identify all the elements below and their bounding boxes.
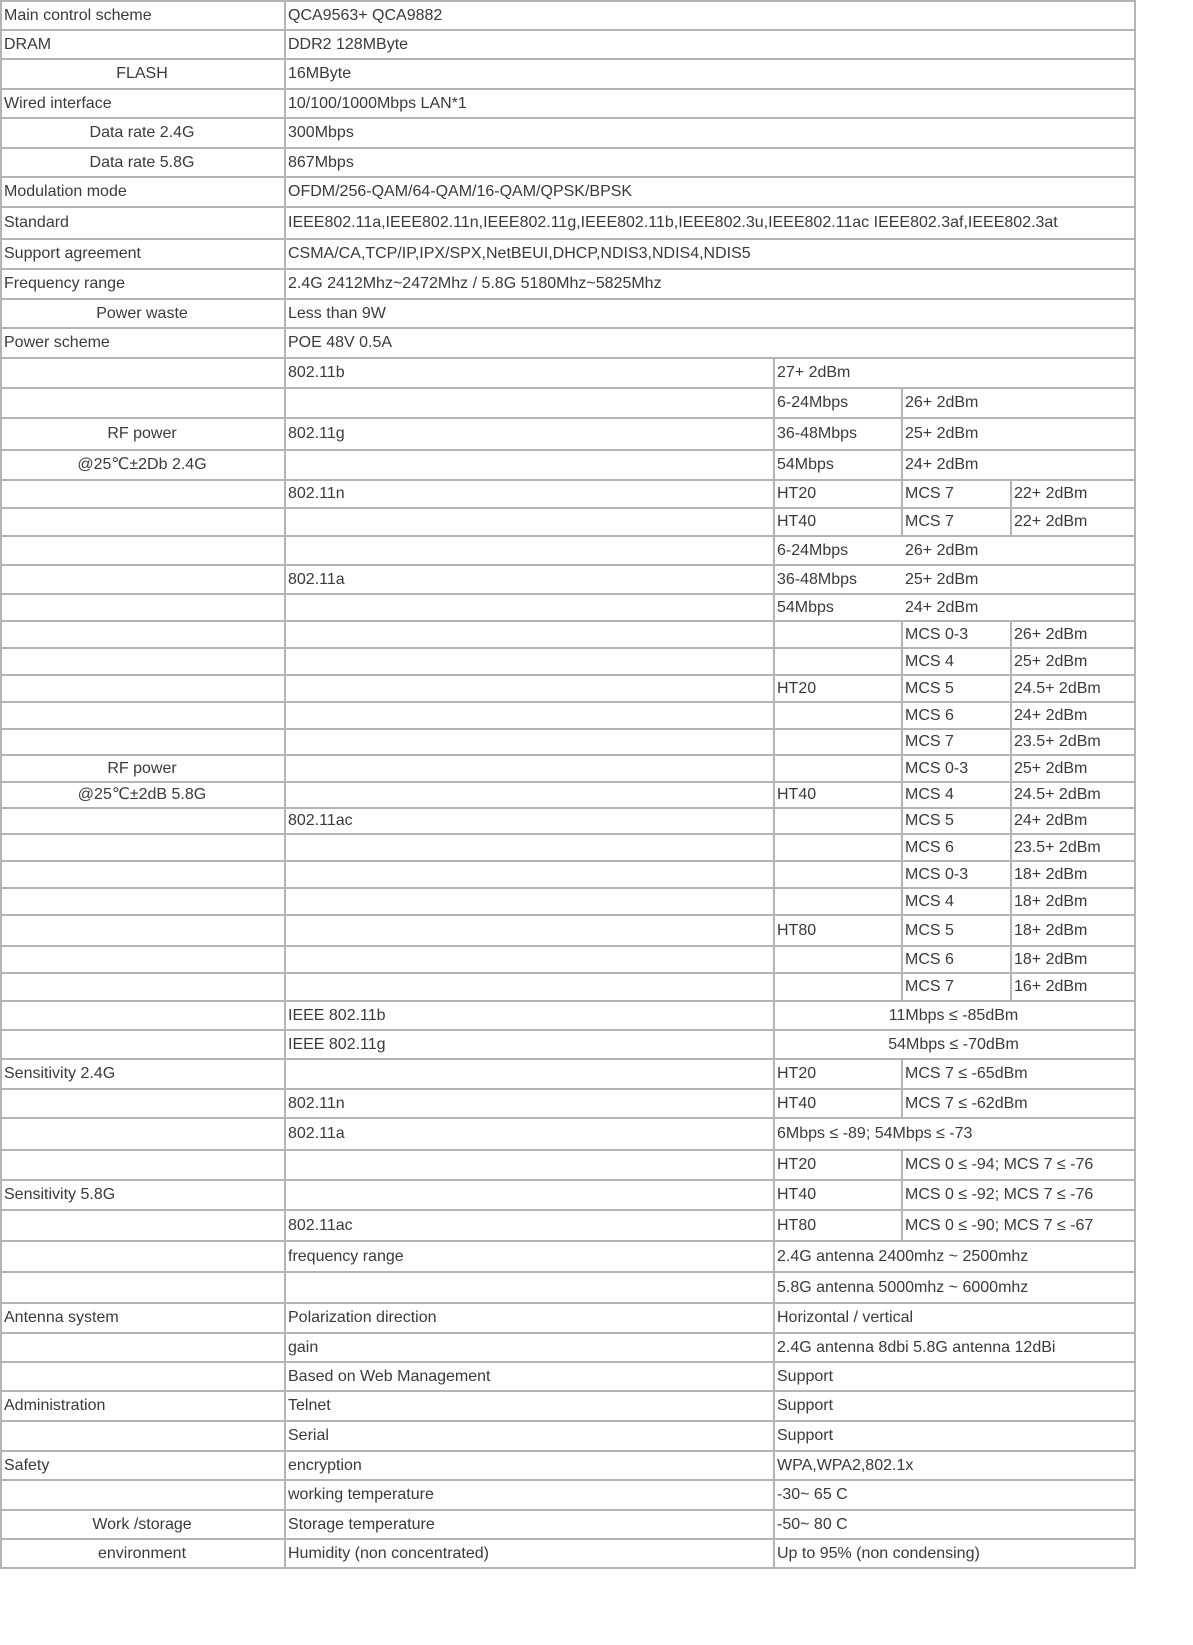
- table-cell-r6-c1: OFDM/256-QAM/64-QAM/16-QAM/QPSK/BPSK: [288, 183, 633, 200]
- row-divider: [0, 117, 1136, 119]
- row-divider: [0, 0, 1136, 2]
- table-cell-r13-c3: 26+ 2dBm: [905, 394, 979, 411]
- table-cell-r37-c0: Sensitivity 2.4G: [4, 1065, 116, 1082]
- table-cell-r16-c2: HT20: [777, 485, 817, 502]
- table-cell-r7-c1: IEEE802.11a,IEEE802.11n,IEEE802.11g,IEEE802.11b,IEEE802.3u,IEEE802.11ac IEEE802.3af,IEEE802.3at: [288, 214, 1058, 231]
- column-divider: [901, 833, 903, 860]
- row-divider: [0, 1209, 1136, 1211]
- table-cell-r40-c3: MCS 0 ≤ -94; MCS 7 ≤ -76: [905, 1156, 1094, 1173]
- table-cell-r26-c0: RF power: [107, 760, 177, 777]
- table-cell-r53-c2: Up to 95% (non condensing): [777, 1545, 980, 1562]
- column-divider: [901, 479, 903, 507]
- table-cell-r36-c1: IEEE 802.11g: [288, 1036, 386, 1053]
- table-cell-r15-c2: 54Mbps: [777, 456, 834, 473]
- table-cell-r4-c1: 300Mbps: [288, 124, 354, 141]
- table-cell-r34-c3: MCS 7: [905, 978, 954, 995]
- table-cell-r28-c1: 802.11ac: [288, 812, 353, 829]
- table-cell-r3-c0: Wired interface: [4, 95, 112, 112]
- row-divider: [0, 833, 1136, 835]
- table-cell-r26-c4: 25+ 2dBm: [1014, 760, 1088, 777]
- row-divider: [0, 674, 1136, 676]
- row-divider: [0, 268, 1136, 270]
- table-cell-r27-c0: @25℃±2dB 5.8G: [77, 786, 207, 803]
- row-divider: [0, 860, 1136, 862]
- row-divider: [0, 564, 1136, 566]
- row-divider: [0, 1271, 1136, 1273]
- column-divider: [1010, 781, 1012, 807]
- column-divider: [1010, 647, 1012, 674]
- table-cell-r32-c2: HT80: [777, 922, 817, 939]
- column-divider: [901, 449, 903, 479]
- table-cell-r40-c2: HT20: [777, 1156, 817, 1173]
- table-cell-r41-c0: Sensitivity 5.8G: [4, 1186, 116, 1203]
- table-cell-r31-c4: 18+ 2dBm: [1014, 893, 1088, 910]
- table-cell-r21-c4: 26+ 2dBm: [1014, 626, 1088, 643]
- row-divider: [0, 1000, 1136, 1002]
- table-cell-r51-c1: working temperature: [288, 1486, 434, 1503]
- column-divider: [1010, 914, 1012, 945]
- row-divider: [0, 238, 1136, 240]
- table-cell-r18-c2: 6-24Mbps: [777, 542, 849, 559]
- row-divider: [0, 647, 1136, 649]
- table-cell-r23-c4: 24.5+ 2dBm: [1014, 680, 1101, 697]
- table-cell-r10-c0: Power waste: [96, 305, 188, 322]
- row-divider: [0, 701, 1136, 703]
- table-cell-r48-c1: Telnet: [288, 1397, 331, 1414]
- column-divider: [901, 1088, 903, 1117]
- column-divider: [773, 357, 775, 1567]
- row-divider: [0, 387, 1136, 389]
- table-cell-r45-c2: Horizontal / vertical: [777, 1309, 914, 1326]
- row-divider: [0, 29, 1136, 31]
- table-cell-r46-c2: 2.4G antenna 8dbi 5.8G antenna 12dBi: [777, 1339, 1056, 1356]
- table-cell-r17-c2: HT40: [777, 513, 817, 530]
- table-cell-r24-c4: 24+ 2dBm: [1014, 707, 1088, 724]
- table-cell-r34-c4: 16+ 2dBm: [1014, 978, 1088, 995]
- column-divider: [1010, 807, 1012, 833]
- column-divider: [901, 860, 903, 887]
- table-cell-r32-c3: MCS 5: [905, 922, 954, 939]
- table-cell-r2-c1: 16MByte: [288, 65, 352, 82]
- table-cell-r45-c1: Polarization direction: [288, 1309, 437, 1326]
- table-cell-r41-c2: HT40: [777, 1186, 817, 1203]
- row-divider: [0, 1149, 1136, 1151]
- row-divider: [0, 914, 1136, 916]
- row-divider: [0, 327, 1136, 329]
- table-cell-r8-c1: CSMA/CA,TCP/IP,IPX/SPX,NetBEUI,DHCP,NDIS3,NDIS4,NDIS5: [288, 245, 751, 262]
- table-cell-r8-c0: Support agreement: [4, 245, 141, 262]
- column-divider: [901, 972, 903, 1000]
- row-divider: [0, 1420, 1136, 1422]
- table-cell-r35-c2: 11Mbps ≤ -85dBm: [888, 1007, 1019, 1024]
- table-cell-r25-c3: MCS 7: [905, 733, 954, 750]
- table-cell-r2-c0: FLASH: [116, 65, 168, 82]
- table-cell-r37-c3: MCS 7 ≤ -65dBm: [905, 1065, 1028, 1082]
- table-cell-r45-c0: Antenna system: [4, 1309, 119, 1326]
- table-cell-r33-c3: MCS 6: [905, 951, 954, 968]
- column-divider: [901, 1149, 903, 1179]
- table-cell-r1-c0: DRAM: [4, 36, 52, 53]
- table-cell-r26-c3: MCS 0-3: [905, 760, 969, 777]
- table-cell-r20-c2: 54Mbps: [777, 599, 834, 616]
- table-cell-r19-c1: 802.11a: [288, 571, 345, 588]
- table-cell-r53-c0: environment: [97, 1545, 187, 1562]
- row-divider: [0, 176, 1136, 178]
- row-divider: [0, 807, 1136, 809]
- table-cell-r16-c1: 802.11n: [288, 485, 345, 502]
- row-divider: [0, 1538, 1136, 1540]
- table-cell-r20-c3: 24+ 2dBm: [905, 599, 979, 616]
- row-divider: [0, 754, 1136, 756]
- table-cell-r9-c1: 2.4G 2412Mhz~2472Mhz / 5.8G 5180Mhz~5825Mhz: [288, 275, 662, 292]
- column-divider: [901, 728, 903, 754]
- row-divider: [0, 972, 1136, 974]
- table-cell-r38-c1: 802.11n: [288, 1095, 345, 1112]
- row-divider: [0, 620, 1136, 622]
- table-cell-r42-c1: 802.11ac: [288, 1217, 353, 1234]
- table-cell-r14-c1: 802.11g: [288, 425, 345, 442]
- row-divider: [0, 58, 1136, 60]
- table-cell-r28-c4: 24+ 2dBm: [1014, 812, 1088, 829]
- table-cell-r13-c2: 6-24Mbps: [777, 394, 849, 411]
- row-divider: [0, 1117, 1136, 1119]
- table-border-left: [0, 0, 2, 1567]
- table-cell-r12-c2: 27+ 2dBm: [777, 364, 851, 381]
- table-cell-r16-c3: MCS 7: [905, 485, 954, 502]
- column-divider: [901, 914, 903, 945]
- column-divider: [901, 887, 903, 914]
- row-divider: [0, 1088, 1136, 1090]
- column-divider: [1010, 507, 1012, 535]
- table-cell-r23-c2: HT20: [777, 680, 817, 697]
- column-divider: [1010, 972, 1012, 1000]
- table-cell-r29-c3: MCS 6: [905, 839, 954, 856]
- column-divider: [1010, 620, 1012, 647]
- table-cell-r42-c3: MCS 0 ≤ -90; MCS 7 ≤ -67: [905, 1217, 1094, 1234]
- row-divider: [0, 449, 1136, 451]
- table-cell-r23-c3: MCS 5: [905, 680, 954, 697]
- table-cell-r3-c1: 10/100/1000Mbps LAN*1: [288, 95, 467, 112]
- table-cell-r16-c4: 22+ 2dBm: [1014, 485, 1088, 502]
- row-divider: [0, 1332, 1136, 1334]
- table-cell-r50-c0: Safety: [4, 1457, 50, 1474]
- table-cell-r42-c2: HT80: [777, 1217, 817, 1234]
- column-divider: [901, 945, 903, 972]
- row-divider: [0, 887, 1136, 889]
- table-cell-r50-c1: encryption: [288, 1457, 362, 1474]
- table-cell-r22-c4: 25+ 2dBm: [1014, 653, 1088, 670]
- row-divider: [0, 507, 1136, 509]
- column-divider: [901, 647, 903, 674]
- table-cell-r17-c3: MCS 7: [905, 513, 954, 530]
- table-cell-r27-c2: HT40: [777, 786, 817, 803]
- table-cell-r30-c4: 18+ 2dBm: [1014, 866, 1088, 883]
- table-cell-r10-c1: Less than 9W: [288, 305, 386, 322]
- table-cell-r19-c2: 36-48Mbps: [777, 571, 858, 588]
- table-cell-r19-c3: 25+ 2dBm: [905, 571, 979, 588]
- table-cell-r48-c0: Administration: [4, 1397, 106, 1414]
- table-cell-r52-c1: Storage temperature: [288, 1516, 435, 1533]
- table-cell-r14-c2: 36-48Mbps: [777, 425, 858, 442]
- table-cell-r44-c2: 5.8G antenna 5000mhz ~ 6000mhz: [777, 1279, 1029, 1296]
- column-divider: [901, 387, 903, 417]
- table-cell-r5-c1: 867Mbps: [288, 154, 354, 171]
- table-cell-r53-c1: Humidity (non concentrated): [288, 1545, 489, 1562]
- column-divider: [1010, 887, 1012, 914]
- table-cell-r11-c1: POE 48V 0.5A: [288, 334, 393, 351]
- table-cell-r4-c0: Data rate 2.4G: [89, 124, 195, 141]
- column-divider: [1010, 754, 1012, 781]
- column-divider: [1010, 728, 1012, 754]
- row-divider: [0, 1179, 1136, 1181]
- table-cell-r41-c3: MCS 0 ≤ -92; MCS 7 ≤ -76: [905, 1186, 1094, 1203]
- column-divider: [901, 674, 903, 701]
- column-divider: [1010, 945, 1012, 972]
- row-divider: [0, 728, 1136, 730]
- row-divider: [0, 479, 1136, 481]
- row-divider: [0, 593, 1136, 595]
- table-cell-r22-c3: MCS 4: [905, 653, 954, 670]
- column-divider: [901, 701, 903, 728]
- table-cell-r46-c1: gain: [288, 1339, 319, 1356]
- table-cell-r27-c4: 24.5+ 2dBm: [1014, 786, 1101, 803]
- table-cell-r27-c3: MCS 4: [905, 786, 954, 803]
- row-divider: [0, 298, 1136, 300]
- row-divider: [0, 1029, 1136, 1031]
- table-cell-r31-c3: MCS 4: [905, 893, 954, 910]
- row-divider: [0, 1361, 1136, 1363]
- table-border-right: [1134, 0, 1136, 1567]
- table-cell-r11-c0: Power scheme: [4, 334, 110, 351]
- table-cell-r38-c3: MCS 7 ≤ -62dBm: [905, 1095, 1028, 1112]
- table-cell-r37-c2: HT20: [777, 1065, 817, 1082]
- row-divider: [0, 945, 1136, 947]
- row-divider: [0, 1390, 1136, 1392]
- table-cell-r24-c3: MCS 6: [905, 707, 954, 724]
- table-cell-r29-c4: 23.5+ 2dBm: [1014, 839, 1101, 856]
- column-divider: [1010, 674, 1012, 701]
- table-cell-r14-c3: 25+ 2dBm: [905, 425, 979, 442]
- table-cell-r5-c0: Data rate 5.8G: [89, 154, 195, 171]
- column-divider: [901, 1058, 903, 1088]
- row-divider: [0, 1058, 1136, 1060]
- table-cell-r25-c4: 23.5+ 2dBm: [1014, 733, 1101, 750]
- table-cell-r21-c3: MCS 0-3: [905, 626, 969, 643]
- row-divider: [0, 147, 1136, 149]
- table-cell-r47-c1: Based on Web Management: [288, 1368, 491, 1385]
- row-divider: [0, 1567, 1136, 1569]
- column-divider: [1010, 479, 1012, 507]
- table-cell-r0-c0: Main control scheme: [4, 7, 152, 24]
- row-divider: [0, 206, 1136, 208]
- table-cell-r18-c3: 26+ 2dBm: [905, 542, 979, 559]
- table-cell-r51-c2: -30~ 65 C: [777, 1486, 848, 1503]
- table-cell-r6-c0: Modulation mode: [4, 183, 127, 200]
- column-divider: [901, 781, 903, 807]
- column-divider: [1010, 860, 1012, 887]
- table-cell-r47-c2: Support: [777, 1368, 834, 1385]
- table-cell-r50-c2: WPA,WPA2,802.1x: [777, 1457, 914, 1474]
- table-cell-r36-c2: 54Mbps ≤ -70dBm: [888, 1036, 1019, 1053]
- table-cell-r15-c3: 24+ 2dBm: [905, 456, 979, 473]
- table-cell-r48-c2: Support: [777, 1397, 834, 1414]
- table-cell-r1-c1: DDR2 128MByte: [288, 36, 409, 53]
- table-cell-r9-c0: Frequency range: [4, 275, 125, 292]
- row-divider: [0, 357, 1136, 359]
- table-cell-r43-c1: frequency range: [288, 1248, 404, 1265]
- column-divider: [901, 1179, 903, 1209]
- table-cell-r14-c0: RF power: [107, 425, 177, 442]
- row-divider: [0, 417, 1136, 419]
- table-cell-r49-c2: Support: [777, 1427, 834, 1444]
- column-divider: [901, 417, 903, 449]
- table-cell-r39-c2: 6Mbps ≤ -89; 54Mbps ≤ -73: [777, 1125, 973, 1142]
- table-cell-r38-c2: HT40: [777, 1095, 817, 1112]
- row-divider: [0, 535, 1136, 537]
- table-cell-r17-c4: 22+ 2dBm: [1014, 513, 1088, 530]
- table-cell-r33-c4: 18+ 2dBm: [1014, 951, 1088, 968]
- table-cell-r39-c1: 802.11a: [288, 1125, 345, 1142]
- column-divider: [901, 620, 903, 647]
- column-divider: [284, 0, 286, 1567]
- row-divider: [0, 1479, 1136, 1481]
- column-divider: [1010, 833, 1012, 860]
- column-divider: [1010, 701, 1012, 728]
- row-divider: [0, 1240, 1136, 1242]
- column-divider: [901, 807, 903, 833]
- table-cell-r52-c2: -50~ 80 C: [777, 1516, 848, 1533]
- row-divider: [0, 1509, 1136, 1511]
- row-divider: [0, 1302, 1136, 1304]
- table-cell-r30-c3: MCS 0-3: [905, 866, 969, 883]
- row-divider: [0, 781, 1136, 783]
- table-cell-r7-c0: Standard: [4, 214, 69, 231]
- column-divider: [901, 1209, 903, 1240]
- table-cell-r49-c1: Serial: [288, 1427, 329, 1444]
- table-cell-r0-c1: QCA9563+ QCA9882: [288, 7, 443, 24]
- table-cell-r35-c1: IEEE 802.11b: [288, 1007, 386, 1024]
- table-cell-r43-c2: 2.4G antenna 2400mhz ~ 2500mhz: [777, 1248, 1029, 1265]
- column-divider: [901, 507, 903, 535]
- column-divider: [901, 754, 903, 781]
- row-divider: [0, 88, 1136, 90]
- row-divider: [0, 1450, 1136, 1452]
- table-cell-r12-c1: 802.11b: [288, 364, 345, 381]
- table-cell-r15-c0: @25℃±2Db 2.4G: [77, 456, 207, 473]
- table-cell-r28-c3: MCS 5: [905, 812, 954, 829]
- table-cell-r32-c4: 18+ 2dBm: [1014, 922, 1088, 939]
- table-cell-r52-c0: Work /storage: [92, 1516, 192, 1533]
